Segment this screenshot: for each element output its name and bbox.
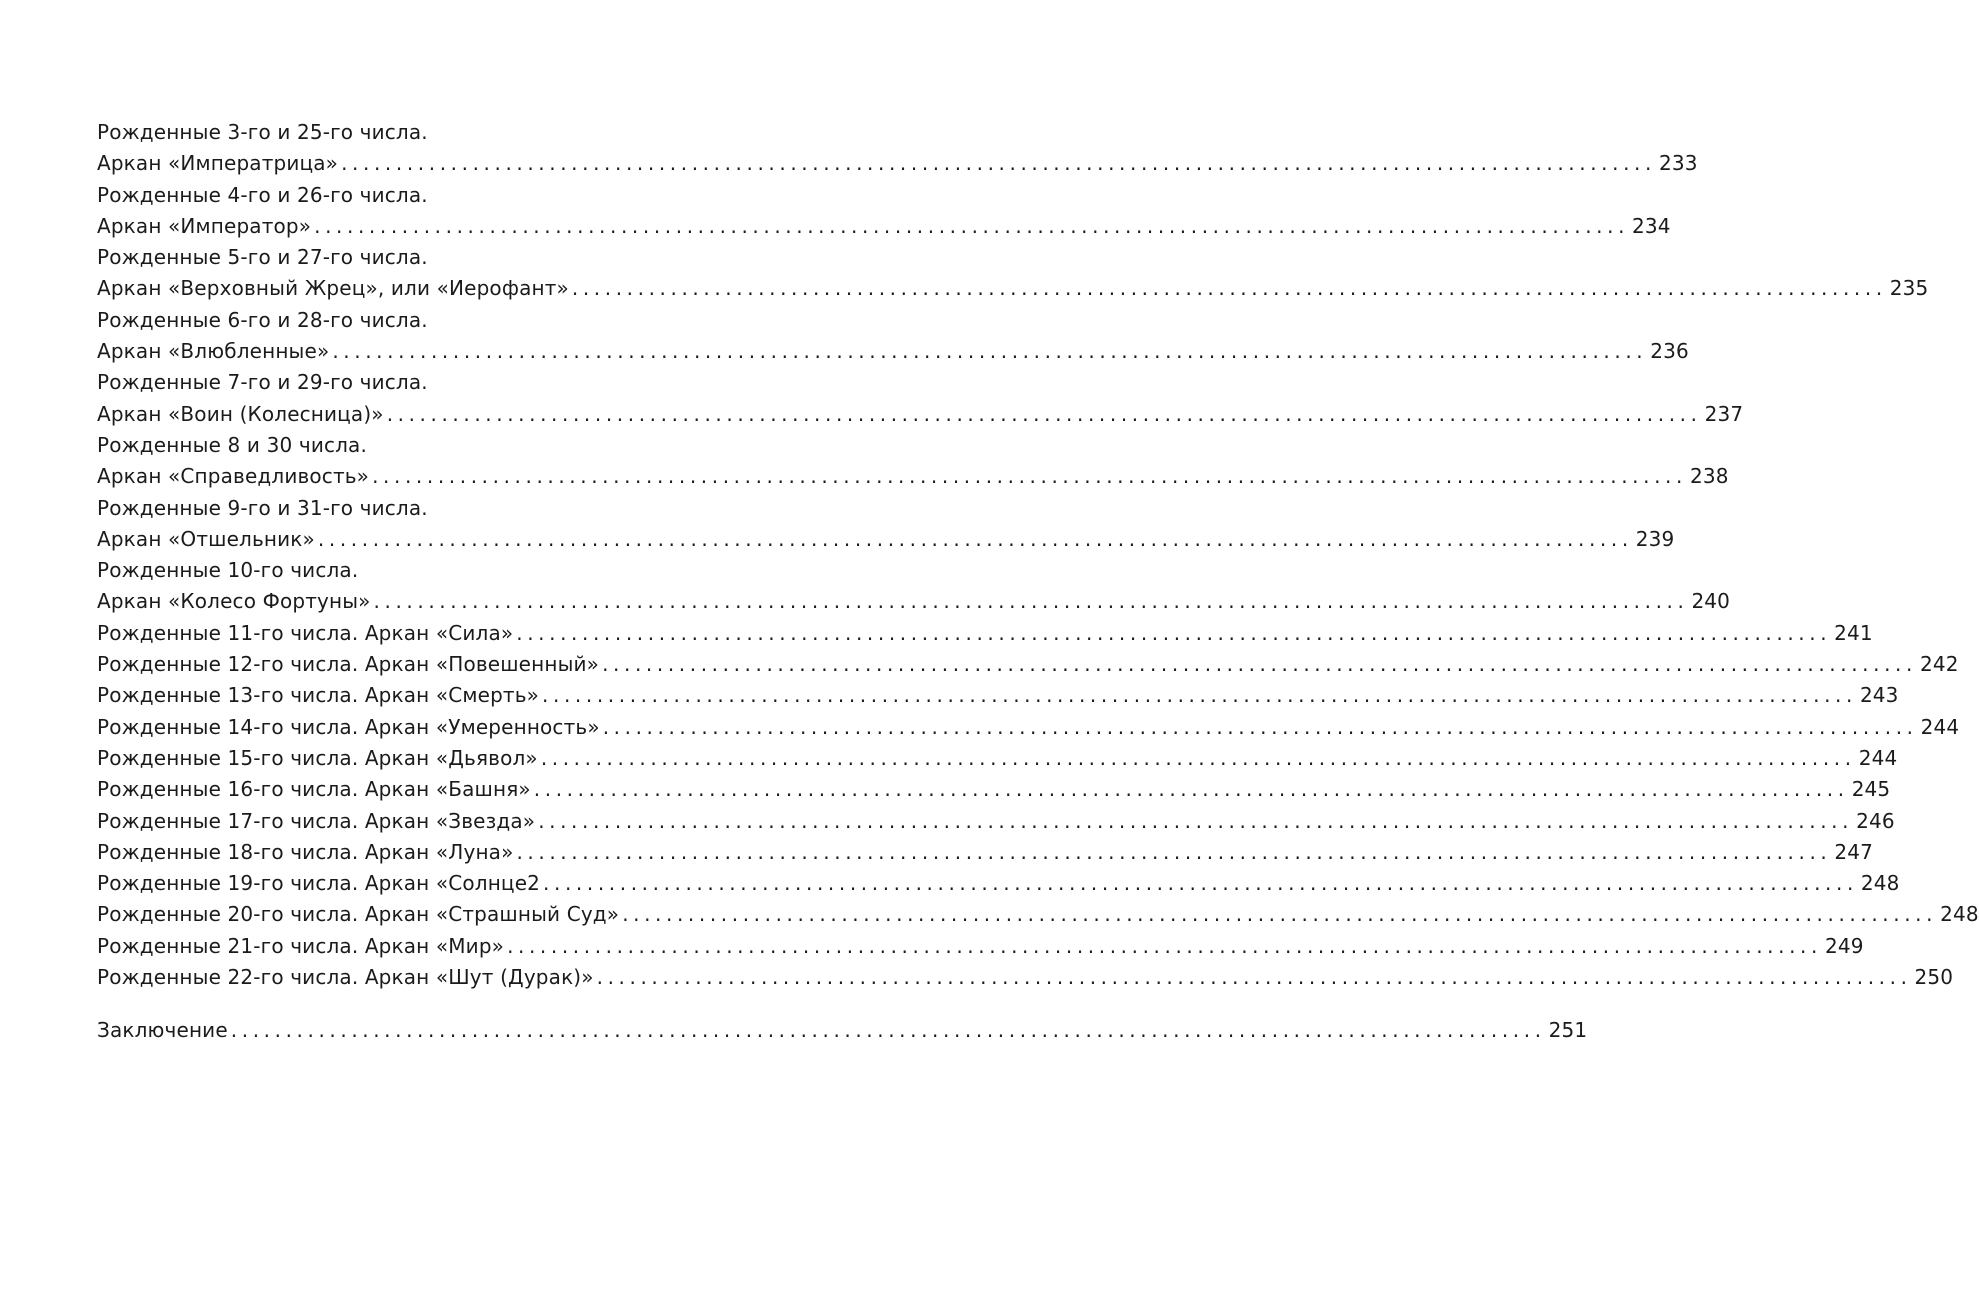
toc-line[interactable] — [97, 273, 1929, 304]
toc-line[interactable] — [97, 524, 1675, 555]
toc-entry-title: Рожденные 9-го и 31-го числа. — [97, 495, 428, 520]
dot-leader: ........................................................................................................................ — [533, 777, 1849, 802]
toc-entry-title: Рожденные 16-го числа. Аркан «Башня» — [97, 777, 531, 802]
dot-leader: ........................................................................................................................ — [602, 652, 1917, 677]
toc-page-number: 247 — [1834, 839, 1873, 864]
dot-leader: ........................................................................................................................ — [372, 464, 1687, 489]
toc-entry-title: Рожденные 18-го числа. Аркан «Луна» — [97, 839, 514, 864]
toc-entry-title: Рожденные 8 и 30 числа. — [97, 432, 367, 457]
toc-page-number: 242 — [1919, 652, 1959, 677]
toc-line[interactable] — [97, 117, 719, 148]
dot-leader: ........................................................................................................................ — [542, 683, 1857, 708]
toc-line-conclusion[interactable] — [97, 1015, 1588, 1046]
table-of-contents — [97, 117, 1979, 1047]
toc-entry-title: Рожденные 19-го числа. Аркан «Солнце2 — [97, 871, 541, 896]
toc-line[interactable] — [97, 148, 1698, 179]
toc-entry-title: Рожденные 22-го числа. Аркан «Шут (Дурак)» — [97, 965, 594, 990]
toc-line[interactable] — [97, 367, 719, 398]
toc-page-number: 248 — [1940, 902, 1979, 927]
toc-entry-title: Рожденные 11-го числа. Аркан «Сила» — [97, 620, 514, 645]
toc-line[interactable] — [97, 305, 719, 336]
toc-line[interactable] — [97, 962, 1954, 993]
dot-leader: ........................................................................................................................ — [516, 620, 1832, 645]
toc-page-number: 239 — [1635, 526, 1675, 551]
toc-line[interactable] — [97, 399, 1744, 430]
toc-entry-title: Рожденные 10-го числа. — [97, 558, 359, 583]
toc-line[interactable] — [97, 899, 1979, 930]
dot-leader: ........................................................................................................................ — [571, 276, 1887, 301]
toc-page-number: 234 — [1632, 213, 1671, 238]
toc-page-number: 251 — [1548, 1018, 1588, 1043]
toc-page-number: 233 — [1658, 151, 1698, 176]
toc-line[interactable] — [97, 837, 1873, 868]
toc-page-number: 241 — [1834, 620, 1873, 645]
toc-page-number: 244 — [1920, 714, 1960, 739]
toc-line[interactable] — [97, 586, 1731, 617]
toc-page-number: 235 — [1889, 276, 1929, 301]
toc-entry-title: Аркан «Воин (Колесница)» — [97, 401, 384, 426]
toc-line[interactable] — [97, 211, 1671, 242]
toc-entry-title: Рожденные 15-го числа. Аркан «Дьявол» — [97, 745, 538, 770]
toc-page-number: 245 — [1851, 777, 1891, 802]
dot-leader: ........................................................................................................................ — [386, 401, 1702, 426]
toc-line[interactable] — [97, 555, 719, 586]
toc-entry-title: Рожденные 6-го и 28-го числа. — [97, 307, 428, 332]
dot-leader: ........................................................................................................................ — [507, 933, 1822, 958]
toc-page-number: 238 — [1689, 464, 1729, 489]
toc-page-number: 240 — [1691, 589, 1731, 614]
toc-entry-title: Аркан «Император» — [97, 213, 312, 238]
toc-entry-title: Рожденные 20-го числа. Аркан «Страшный Суд» — [97, 902, 620, 927]
dot-leader: ........................................................................................................................ — [602, 714, 1918, 739]
toc-page-number: 248 — [1860, 871, 1900, 896]
toc-line[interactable] — [97, 806, 1895, 837]
toc-entry-title: Аркан «Влюбленные» — [97, 339, 330, 364]
toc-page-number: 237 — [1704, 401, 1744, 426]
toc-entry-title: Рожденные 13-го числа. Аркан «Смерть» — [97, 683, 540, 708]
toc-line[interactable] — [97, 680, 1899, 711]
toc-entry-title: Рожденные 14-го числа. Аркан «Умеренность» — [97, 714, 600, 739]
toc-entry-title: Рожденные 17-го числа. Аркан «Звезда» — [97, 808, 536, 833]
toc-line[interactable] — [97, 180, 719, 211]
dot-leader: ........................................................................................................................ — [538, 808, 1854, 833]
dot-leader: ........................................................................................................................ — [540, 745, 1856, 770]
toc-entry-title: Рожденные 7-го и 29-го числа. — [97, 370, 428, 395]
toc-entry-title: Аркан «Колесо Фортуны» — [97, 589, 371, 614]
dot-leader: ........................................................................................................................ — [230, 1018, 1546, 1043]
dot-leader: ........................................................................................................................ — [317, 526, 1633, 551]
toc-line[interactable] — [97, 493, 719, 524]
toc-entry-title: Рожденные 5-го и 27-го числа. — [97, 245, 428, 270]
dot-leader: ........................................................................................................................ — [314, 213, 1630, 238]
dot-leader: ........................................................................................................................ — [332, 339, 1648, 364]
toc-page-number: 243 — [1859, 683, 1899, 708]
dot-leader: ........................................................................................................................ — [543, 871, 1858, 896]
toc-line[interactable] — [97, 743, 1898, 774]
dot-leader: ........................................................................................................................ — [622, 902, 1938, 927]
toc-line[interactable] — [97, 649, 1959, 680]
toc-line[interactable] — [97, 461, 1729, 492]
toc-line[interactable] — [97, 931, 1864, 962]
toc-entry-title: Рожденные 3-го и 25-го числа. — [97, 120, 428, 144]
toc-entry-title: Рожденные 4-го и 26-го числа. — [97, 182, 428, 207]
toc-line[interactable] — [97, 618, 1873, 649]
toc-entry-title: Аркан «Отшельник» — [97, 526, 315, 551]
toc-line[interactable] — [97, 430, 719, 461]
toc-line[interactable] — [97, 712, 1960, 743]
dot-leader: ........................................................................................................................ — [341, 151, 1656, 176]
dot-leader: ........................................................................................................................ — [596, 965, 1912, 990]
toc-entry-title: Аркан «Справедливость» — [97, 464, 370, 489]
toc-line[interactable] — [97, 242, 719, 273]
toc-page-number: 250 — [1914, 965, 1954, 990]
dot-leader: ........................................................................................................................ — [516, 839, 1832, 864]
toc-page-number: 246 — [1856, 808, 1895, 833]
toc-line[interactable] — [97, 774, 1891, 805]
toc-page-number: 236 — [1650, 339, 1689, 364]
toc-page-number: 249 — [1824, 933, 1864, 958]
toc-page-number: 244 — [1858, 745, 1898, 770]
dot-leader: ........................................................................................................................ — [373, 589, 1689, 614]
toc-entry-title: Рожденные 21-го числа. Аркан «Мир» — [97, 933, 505, 958]
toc-line[interactable] — [97, 336, 1689, 367]
toc-entry-title: Аркан «Верховный Жрец», или «Иерофант» — [97, 276, 569, 301]
section-spacer — [97, 993, 719, 1015]
toc-entry-title: Заключение — [97, 1018, 228, 1043]
toc-entry-title: Аркан «Императрица» — [97, 151, 339, 176]
toc-line[interactable] — [97, 868, 1900, 899]
toc-entry-title: Рожденные 12-го числа. Аркан «Повешенный» — [97, 652, 600, 677]
